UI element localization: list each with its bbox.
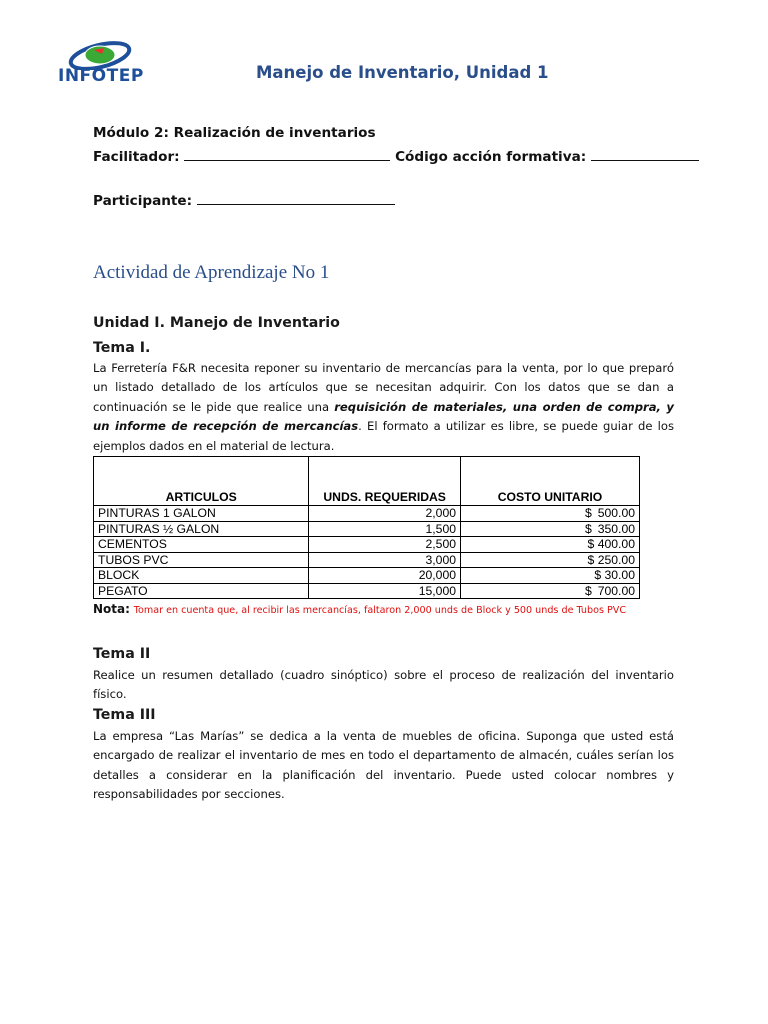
tema3-heading: Tema III: [93, 707, 156, 723]
cell-costo: $ 250.00: [461, 552, 640, 568]
facilitator-line: [93, 148, 699, 165]
document-title: Manejo de Inventario, Unidad 1: [256, 63, 549, 82]
cost-value: 500.00: [597, 506, 635, 520]
unit-heading: Unidad I. Manejo de Inventario: [93, 315, 340, 331]
cell-articulo: PINTURAS ½ GALON: [94, 521, 309, 537]
participant-blank: [197, 192, 395, 205]
facilitator-label: Facilitador:: [93, 149, 180, 165]
header-costo: COSTO UNITARIO: [461, 457, 640, 506]
cell-unds: 20,000: [309, 568, 461, 584]
code-label: Código acción formativa:: [395, 149, 587, 165]
table-row: [94, 583, 640, 599]
participant-line: [93, 192, 395, 209]
note-label: Nota:: [93, 602, 130, 616]
tema2-heading: Tema II: [93, 646, 151, 662]
tema3-paragraph: La empresa “Las Marías” se dedica a la venta de muebles de oficina. Suponga que usted está encargado de realizar el inventario de mes en todo el departamento de almacén, cuáles serían los detalles a considerar en la planificación del inventario. Puede usted colocar nombres y responsabilidades por secciones.: [93, 729, 674, 802]
logo-text: INFOTEP: [58, 66, 144, 86]
note-text: Tomar en cuenta que, al recibir las mercancías, faltaron 2,000 unds de Block y 500 unds de Tubos PVC: [133, 605, 627, 616]
cell-articulo: TUBOS PVC: [94, 552, 309, 568]
cell-articulo: CEMENTOS: [94, 537, 309, 553]
tema2-paragraph: Realice un resumen detallado (cuadro sinóptico) sobre el proceso de realización del inventario físico.: [93, 668, 674, 702]
currency-symbol: $: [585, 506, 592, 520]
table-header-row: [94, 457, 640, 506]
tema1-text-emphasis: requisición de materiales, una orden de compra, y un informe de recepción de mercancías: [93, 399, 674, 434]
table-row: [94, 506, 640, 522]
module-line: Módulo 2: Realización de inventarios: [93, 125, 376, 141]
cell-costo: [461, 521, 640, 537]
table-row: [94, 552, 640, 568]
cost-value: 350.00: [597, 521, 635, 536]
tema1-text-a: La Ferretería F&R necesita reponer su inventario de mercancías para la venta, por lo que preparó un listado detallado de los artículos que se necesitan adquirir. Con los datos que se dan a continuación se le pide que realice una: [93, 361, 674, 414]
cell-unds: 15,000: [309, 583, 461, 599]
cell-unds: 3,000: [309, 552, 461, 568]
cell-costo: [461, 506, 640, 522]
inventory-table: [93, 456, 640, 599]
table-row: [94, 537, 640, 553]
tema1-text-b: . El formato a utilizar es libre, se puede guiar de los ejemplos dados en el material de lectura.: [93, 419, 674, 453]
header-unds: UNDS. REQUERIDAS: [309, 457, 461, 506]
activity-title: Actividad de Aprendizaje No 1: [93, 262, 330, 283]
cell-unds: 2,000: [309, 506, 461, 522]
header-articulos: ARTICULOS: [94, 457, 309, 506]
currency-symbol: $: [585, 583, 592, 598]
cell-costo: $ 400.00: [461, 537, 640, 553]
cell-costo: [461, 583, 640, 599]
cell-costo: $ 30.00: [461, 568, 640, 584]
infotep-logo: [58, 40, 144, 92]
cell-articulo: BLOCK: [94, 568, 309, 584]
table-row: [94, 521, 640, 537]
note-line: [93, 602, 626, 616]
table-row: [94, 568, 640, 584]
currency-symbol: $: [585, 521, 592, 536]
tema1-paragraph: [93, 359, 674, 456]
facilitator-blank: [184, 148, 390, 161]
cell-unds: 1,500: [309, 521, 461, 537]
cell-articulo: PINTURAS 1 GALON: [94, 506, 309, 522]
cost-value: 700.00: [597, 583, 635, 598]
cell-articulo: PEGATO: [94, 583, 309, 599]
tema1-heading: Tema I.: [93, 340, 151, 356]
code-blank: [591, 148, 699, 161]
cell-unds: 2,500: [309, 537, 461, 553]
participant-label: Participante:: [93, 193, 193, 209]
